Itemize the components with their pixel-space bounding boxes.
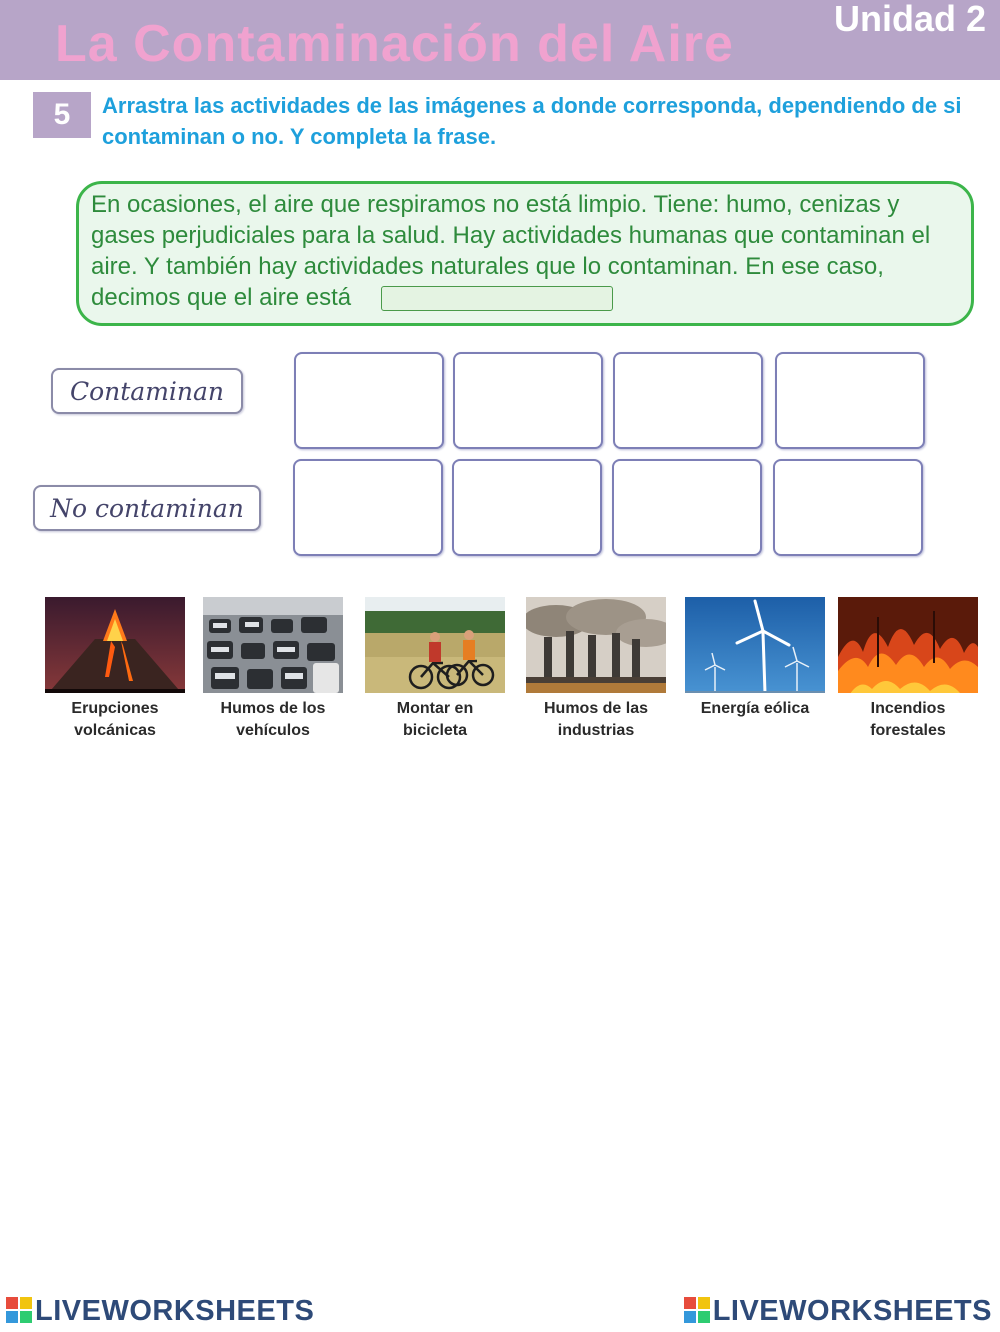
drop-zone-contaminan-2[interactable] [453, 352, 603, 449]
tile-caption: Incendios forestales [870, 700, 946, 739]
drop-zone-no-contaminan-3[interactable] [612, 459, 762, 556]
footer-logo-right-text: LIVEWORKSHEETS [712, 1295, 992, 1327]
traffic-image [203, 597, 343, 693]
category-label-no-contaminan [33, 485, 261, 531]
forest-fire-image [838, 597, 978, 693]
unit-label: Unidad 2 [833, 0, 986, 39]
tile-caption: Energía eólica [700, 700, 810, 717]
drop-zone-no-contaminan-1[interactable] [293, 459, 443, 556]
page-title: La Contaminación del Aire [55, 15, 734, 73]
footer-logo-right [684, 1295, 992, 1331]
drop-zone-contaminan-3[interactable] [613, 352, 763, 449]
tile-bicycle[interactable] [365, 597, 505, 742]
answer-input[interactable] [381, 286, 613, 311]
exercise-number-badge: 5 [33, 92, 91, 138]
tile-traffic[interactable] [203, 597, 343, 742]
drop-zone-no-contaminan-4[interactable] [773, 459, 923, 556]
category-label-contaminan [51, 368, 243, 414]
footer-logo-left [6, 1295, 314, 1331]
tile-factory[interactable] [526, 597, 666, 742]
fill-in-paragraph-box [76, 181, 974, 326]
tile-caption: Erupciones volcánicas [71, 700, 159, 739]
exercise-instruction: Arrastra las actividades de las imágenes a donde corresponda, dependiendo de si contaminan o no. Y completa la frase. [102, 93, 962, 149]
drop-zone-contaminan-4[interactable] [775, 352, 925, 449]
tile-caption: Humos de las industrias [543, 700, 649, 739]
tile-wind[interactable] [685, 597, 825, 720]
liveworksheets-logo-icon [684, 1297, 710, 1331]
header-bar [0, 0, 1000, 80]
tile-forest-fire[interactable] [838, 597, 978, 742]
factory-image [526, 597, 666, 693]
volcano-image [45, 597, 185, 693]
tile-volcano[interactable] [45, 597, 185, 742]
paragraph-text: En ocasiones, el aire que respiramos no está limpio. Tiene: humo, cenizas y gases perjudiciales para la salud. Hay actividades humanas que contaminan el aire. Y también hay actividades naturales que lo contaminan. En ese caso, decimos que el aire está [91, 191, 931, 311]
liveworksheets-logo-icon [6, 1297, 32, 1331]
drop-zone-no-contaminan-2[interactable] [452, 459, 602, 556]
bicycle-image [365, 597, 505, 693]
drop-zone-contaminan-1[interactable] [294, 352, 444, 449]
tile-caption: Montar en bicicleta [396, 700, 474, 739]
tile-caption: Humos de los vehículos [220, 700, 326, 739]
category-label-no-contaminan-text: No contaminan [50, 493, 244, 523]
category-label-contaminan-text: Contaminan [69, 376, 225, 406]
footer-logo-left-text: LIVEWORKSHEETS [35, 1295, 315, 1327]
wind-turbine-image [685, 597, 825, 693]
